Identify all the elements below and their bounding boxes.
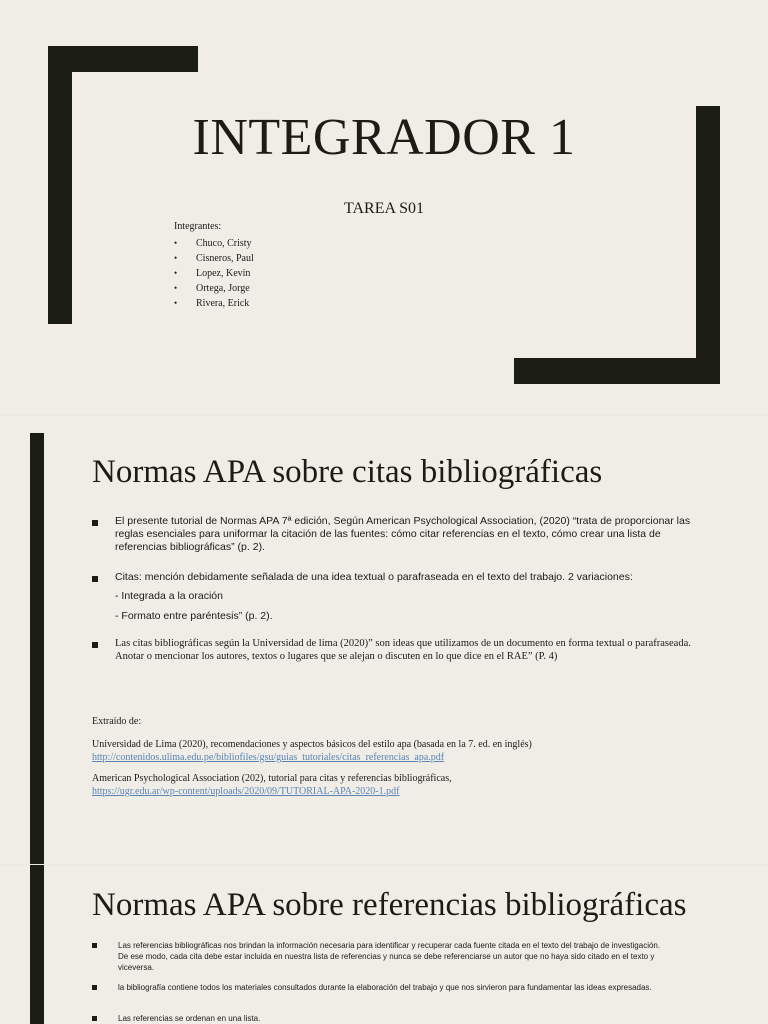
list-item: Las citas bibliográficas según la Universidad de lima (2020)” son ideas que utilizamos de un documento en forma textual o parafraseada. Anotar o mencionar los autores, textos o lugares que se alejan o discuten en lo que dice en el RAE” (P. 4): [92, 637, 692, 663]
list-item: la bibliografía contiene todos los materiales consultados durante la elaboración del trabajo y que nos sirvieron para fundamentar las ideas expresadas.: [92, 982, 667, 993]
presentation-subtitle: TAREA S01: [343, 200, 425, 217]
list-item: • Chuco, Cristy: [174, 238, 252, 249]
source-text: Universidad de Lima (2020), recomendaciones y aspectos básicos del estilo apa (basada en la 7. ed. en inglés): [92, 739, 532, 750]
bullet-icon: •: [174, 298, 178, 308]
bullet-icon: •: [174, 238, 178, 248]
list-item: • Rivera, Erick: [174, 298, 250, 309]
members-list: [174, 236, 254, 311]
square-bullet-icon: [92, 985, 97, 990]
members-label: Integrantes:: [174, 221, 222, 232]
accent-bar: [30, 865, 44, 1024]
list-item: Citas: mención debidamente señalada de una idea textual o parafraseada en el texto del trabajo. 2 variaciones:: [92, 571, 692, 584]
square-bullet-icon: [92, 1016, 97, 1021]
slide-referencias: [0, 865, 768, 1024]
slide-title: Normas APA sobre referencias bibliográficas: [92, 887, 687, 923]
list-item: • Ortega, Jorge: [174, 283, 250, 294]
list-item: El presente tutorial de Normas APA 7ª edición, Según American Psychological Association, (2020) “trata de proporcionar las reglas esenciales para uniformar la citación de las fuentes: cómo citar referencias en el texto, cómo crear una lista de referencias bibliográficas” (p. 2).: [92, 515, 692, 554]
slide-title: [0, 0, 768, 415]
frame-bar-top: [48, 46, 198, 72]
sub-item: - Integrada a la oración: [115, 590, 223, 602]
square-bullet-icon: [92, 520, 98, 526]
sub-item: - Formato entre paréntesis” (p. 2).: [115, 610, 273, 622]
bullet-icon: •: [174, 268, 178, 278]
list-item: Las referencias se ordenan en una lista.: [92, 1013, 667, 1024]
source-link[interactable]: http://contenidos.ulima.edu.pe/bibliofiles/gsu/guias_tutoriales/citas_referencias_apa.pdf: [92, 752, 445, 763]
bullet-icon: •: [174, 283, 178, 293]
square-bullet-icon: [92, 642, 98, 648]
slide-title: Normas APA sobre citas bibliográficas: [92, 454, 603, 490]
square-bullet-icon: [92, 943, 97, 948]
frame-bar-bottom: [514, 358, 720, 384]
slide-citas: [0, 416, 768, 864]
square-bullet-icon: [92, 576, 98, 582]
list-item: • Cisneros, Paul: [174, 253, 254, 264]
frame-bar-left: [48, 46, 72, 324]
presentation-title: INTEGRADOR 1: [192, 109, 576, 166]
accent-bar: [30, 433, 44, 864]
list-item: Las referencias bibliográficas nos brindan la información necesaria para identificar y recuperar cada fuente citada en el texto del trabajo de investigación. De ese modo, cada cita debe estar incluida en nuestra lista de referencias y nunca se debe referenciarse un autor que no haya sido citado en el texto y viceversa.: [92, 940, 667, 973]
bullet-icon: •: [174, 253, 178, 263]
source-link[interactable]: https://ugr.edu.ar/wp-content/uploads/2020/09/TUTORIAL-APA-2020-1.pdf: [92, 786, 400, 797]
list-item: • Lopez, Kevin: [174, 268, 251, 279]
extract-label: Extraído de:: [92, 716, 142, 727]
source-text: American Psychological Association (202), tutorial para citas y referencias bibliográficas,: [92, 773, 452, 784]
